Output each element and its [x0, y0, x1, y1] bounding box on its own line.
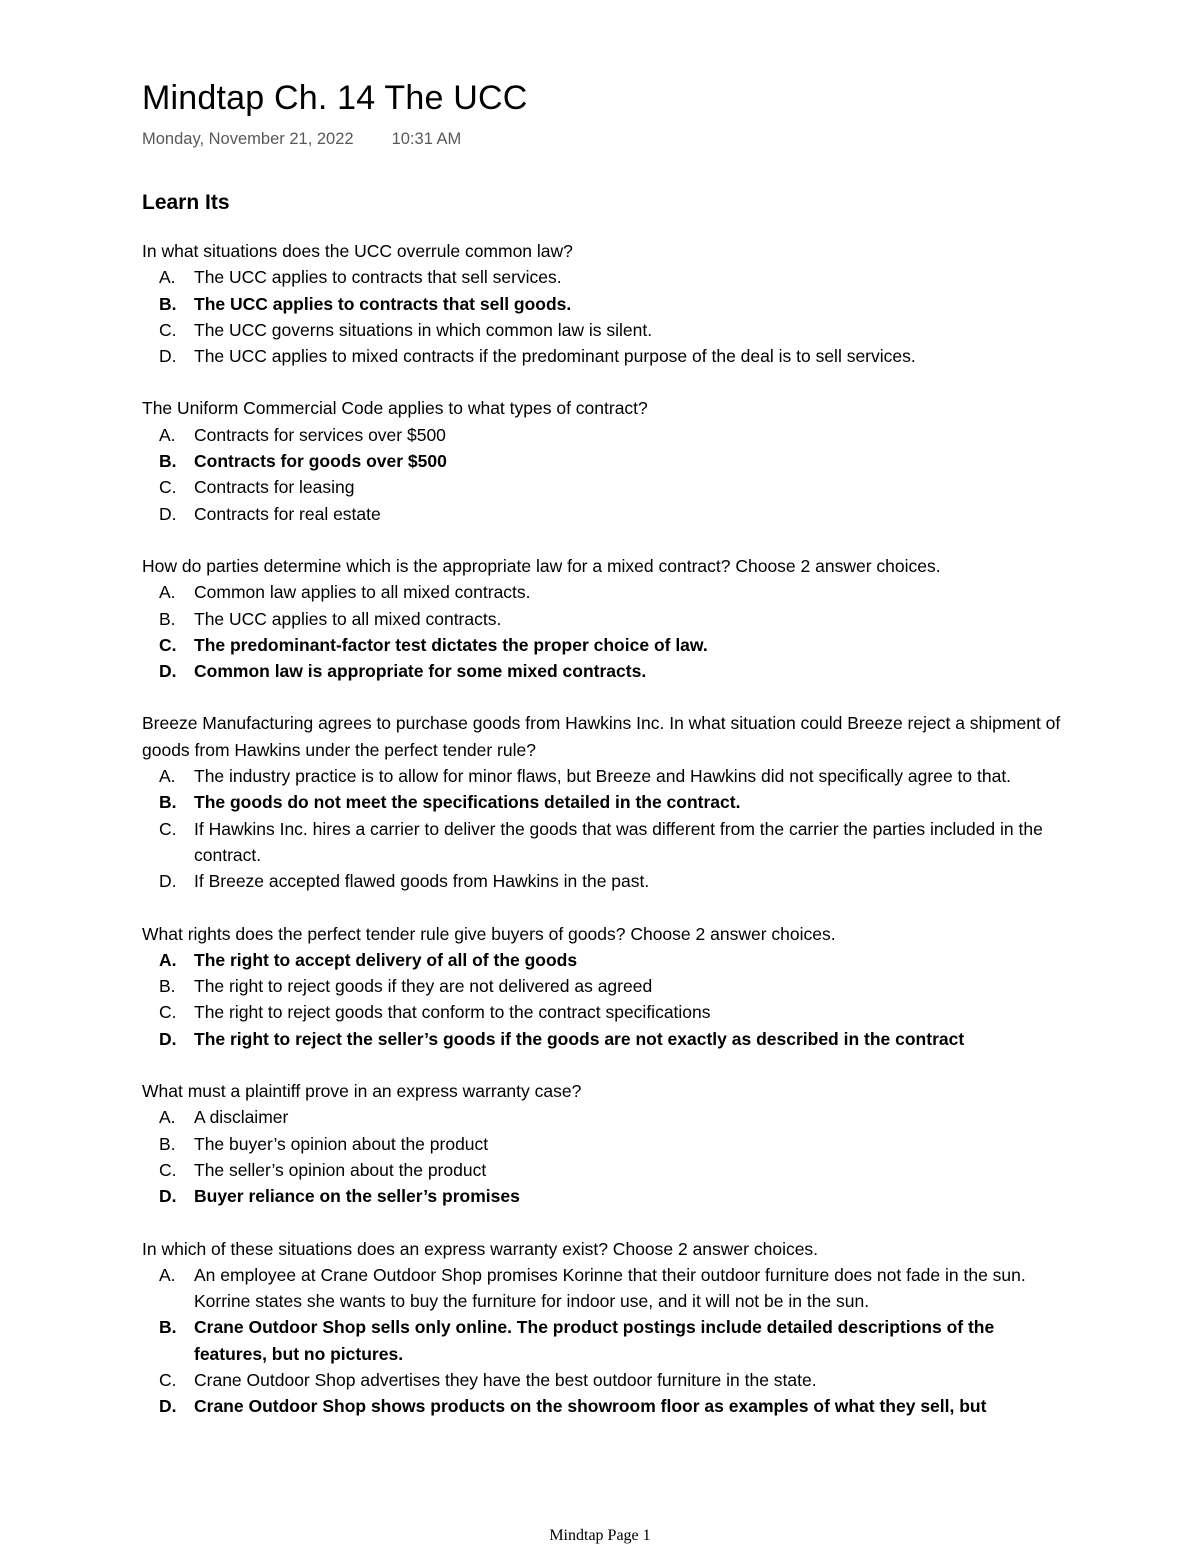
- choice-text: Common law is appropriate for some mixed contracts.: [194, 661, 647, 682]
- choice-text: Contracts for leasing: [194, 477, 355, 498]
- question-block: [142, 553, 1062, 684]
- answer-choices: [142, 422, 1062, 527]
- question-text: How do parties determine which is the appropriate law for a mixed contract? Choose 2 answer choices.: [142, 555, 941, 576]
- choice-letter: B.: [159, 1133, 176, 1154]
- answer-choice: [142, 763, 1062, 789]
- answer-choices: [142, 1104, 1062, 1209]
- question-text: In which of these situations does an express warranty exist? Choose 2 answer choices.: [142, 1238, 819, 1259]
- choice-letter: A.: [159, 424, 176, 445]
- choice-letter: A.: [159, 766, 176, 787]
- choice-letter: B.: [159, 1317, 177, 1338]
- answer-choice-correct: [142, 1393, 1062, 1419]
- answer-choice-correct: [142, 1026, 1062, 1052]
- choice-letter: C.: [159, 319, 177, 340]
- choice-letter: C.: [159, 477, 177, 498]
- answer-choice-correct: [142, 789, 1062, 815]
- choice-letter: D.: [159, 661, 177, 682]
- answer-choices: [142, 1262, 1062, 1420]
- choice-letter: B.: [159, 976, 176, 997]
- answer-choice: [142, 474, 1062, 500]
- answer-choice: [142, 816, 1062, 869]
- choice-text: The right to reject goods if they are not delivered as agreed: [194, 976, 653, 997]
- answer-choice: [142, 606, 1062, 632]
- page-title: Mindtap Ch. 14 The UCC: [142, 79, 528, 117]
- question-block: [142, 921, 1062, 1052]
- answer-choices: [142, 763, 1062, 894]
- choice-text: Contracts for services over $500: [194, 424, 446, 445]
- answer-choice: [142, 973, 1062, 999]
- choice-letter: D.: [159, 871, 177, 892]
- choice-text: A disclaimer: [194, 1107, 289, 1128]
- choice-letter: B.: [159, 293, 177, 314]
- answer-choice-correct: [142, 291, 1062, 317]
- choice-letter: D.: [159, 503, 177, 524]
- choice-text: The UCC applies to contracts that sell services.: [194, 267, 562, 288]
- choice-letter: D.: [159, 346, 177, 367]
- page-time: 10:31 AM: [391, 130, 462, 148]
- answer-choice: [142, 422, 1062, 448]
- answer-choices: [142, 264, 1062, 369]
- choice-letter: C.: [159, 818, 177, 839]
- page-meta: [142, 128, 1062, 150]
- choice-letter: A.: [159, 267, 176, 288]
- answer-choice: [142, 1104, 1062, 1130]
- choice-text: The UCC applies to all mixed contracts.: [194, 608, 502, 629]
- question-text: The Uniform Commercial Code applies to what types of contract?: [142, 398, 648, 419]
- choice-text: The UCC applies to contracts that sell goods.: [194, 293, 572, 314]
- answer-choices: [142, 947, 1062, 1052]
- choice-text: Contracts for goods over $500: [194, 451, 447, 472]
- choice-letter: C.: [159, 634, 177, 655]
- question-block: [142, 395, 1062, 526]
- choice-letter: A.: [159, 1264, 176, 1285]
- choice-text: An employee at Crane Outdoor Shop promises Korinne that their outdoor furniture does not fade in the sun. Korrine states she wants to buy the furniture for indoor use, and it will not be in the sun.: [194, 1264, 1026, 1312]
- choice-text: If Hawkins Inc. hires a carrier to deliver the goods that was different from the carrier the parties included in the contract.: [194, 818, 1043, 865]
- answer-choice-correct: [142, 632, 1062, 658]
- choice-text: The UCC applies to mixed contracts if the predominant purpose of the deal is to sell services.: [194, 346, 916, 367]
- choice-letter: A.: [159, 1107, 176, 1128]
- question-text: What rights does the perfect tender rule give buyers of goods? Choose 2 answer choices.: [142, 923, 836, 944]
- answer-choice-correct: [142, 658, 1062, 684]
- choice-text: Buyer reliance on the seller’s promises: [194, 1186, 520, 1207]
- choice-text: Crane Outdoor Shop shows products on the showroom floor as examples of what they sell, but: [194, 1396, 987, 1417]
- answer-choice: [142, 999, 1062, 1025]
- question-block: [142, 710, 1062, 894]
- choice-text: The right to accept delivery of all of the goods: [194, 949, 578, 970]
- page-date: Monday, November 21, 2022: [142, 130, 354, 148]
- answer-choice: [142, 317, 1062, 343]
- question-list: [142, 238, 1062, 1420]
- choice-text: Crane Outdoor Shop advertises they have the best outdoor furniture in the state.: [194, 1369, 817, 1390]
- choice-letter: C.: [159, 1002, 177, 1023]
- choice-letter: B.: [159, 451, 177, 472]
- answer-choice-correct: [142, 947, 1062, 973]
- choice-letter: C.: [159, 1159, 177, 1180]
- question-text: What must a plaintiff prove in an express warranty case?: [142, 1081, 582, 1102]
- answer-choice: [142, 1131, 1062, 1157]
- page-footer: Mindtap Page 1: [549, 1527, 651, 1544]
- choice-text: The seller’s opinion about the product: [194, 1159, 487, 1180]
- answer-choice: [142, 868, 1062, 894]
- question-block: [142, 1078, 1062, 1209]
- answer-choice: [142, 264, 1062, 290]
- answer-choice-correct: [142, 1314, 1062, 1367]
- choice-letter: A.: [159, 949, 177, 970]
- choice-letter: D.: [159, 1186, 177, 1207]
- section-heading: Learn Its: [142, 191, 230, 214]
- choice-text: The buyer’s opinion about the product: [194, 1133, 489, 1154]
- answer-choice-correct: [142, 448, 1062, 474]
- question-text: Breeze Manufacturing agrees to purchase goods from Hawkins Inc. In what situation could Breeze reject a shipment of goods from Hawkins under the perfect tender rule?: [142, 713, 1061, 760]
- answer-choice: [142, 579, 1062, 605]
- choice-text: If Breeze accepted flawed goods from Hawkins in the past.: [194, 871, 650, 892]
- page-content: [142, 76, 1062, 1420]
- answer-choices: [142, 579, 1062, 684]
- choice-letter: C.: [159, 1369, 177, 1390]
- question-block: [142, 1236, 1062, 1420]
- choice-letter: D.: [159, 1396, 177, 1417]
- answer-choice: [142, 343, 1062, 369]
- answer-choice: [142, 1367, 1062, 1393]
- answer-choice: [142, 501, 1062, 527]
- choice-text: Contracts for real estate: [194, 503, 381, 524]
- choice-text: Crane Outdoor Shop sells only online. The product postings include detailed descriptions of the features, but no pictures.: [194, 1317, 995, 1364]
- choice-letter: B.: [159, 608, 176, 629]
- choice-letter: B.: [159, 792, 177, 813]
- answer-choice: [142, 1157, 1062, 1183]
- choice-text: The right to reject goods that conform to the contract specifications: [194, 1002, 711, 1023]
- question-block: [142, 238, 1062, 369]
- choice-text: The goods do not meet the specifications detailed in the contract.: [194, 792, 741, 813]
- choice-letter: D.: [159, 1028, 177, 1049]
- question-text: In what situations does the UCC overrule common law?: [142, 241, 573, 261]
- choice-text: The industry practice is to allow for minor flaws, but Breeze and Hawkins did not specifically agree to that.: [194, 766, 1012, 787]
- choice-text: Common law applies to all mixed contracts.: [194, 582, 531, 603]
- answer-choice-correct: [142, 1183, 1062, 1209]
- choice-letter: A.: [159, 582, 176, 603]
- choice-text: The right to reject the seller’s goods if the goods are not exactly as described in the contract: [194, 1028, 965, 1049]
- choice-text: The UCC governs situations in which common law is silent.: [194, 319, 653, 340]
- answer-choice: [142, 1262, 1062, 1315]
- choice-text: The predominant-factor test dictates the proper choice of law.: [194, 634, 708, 655]
